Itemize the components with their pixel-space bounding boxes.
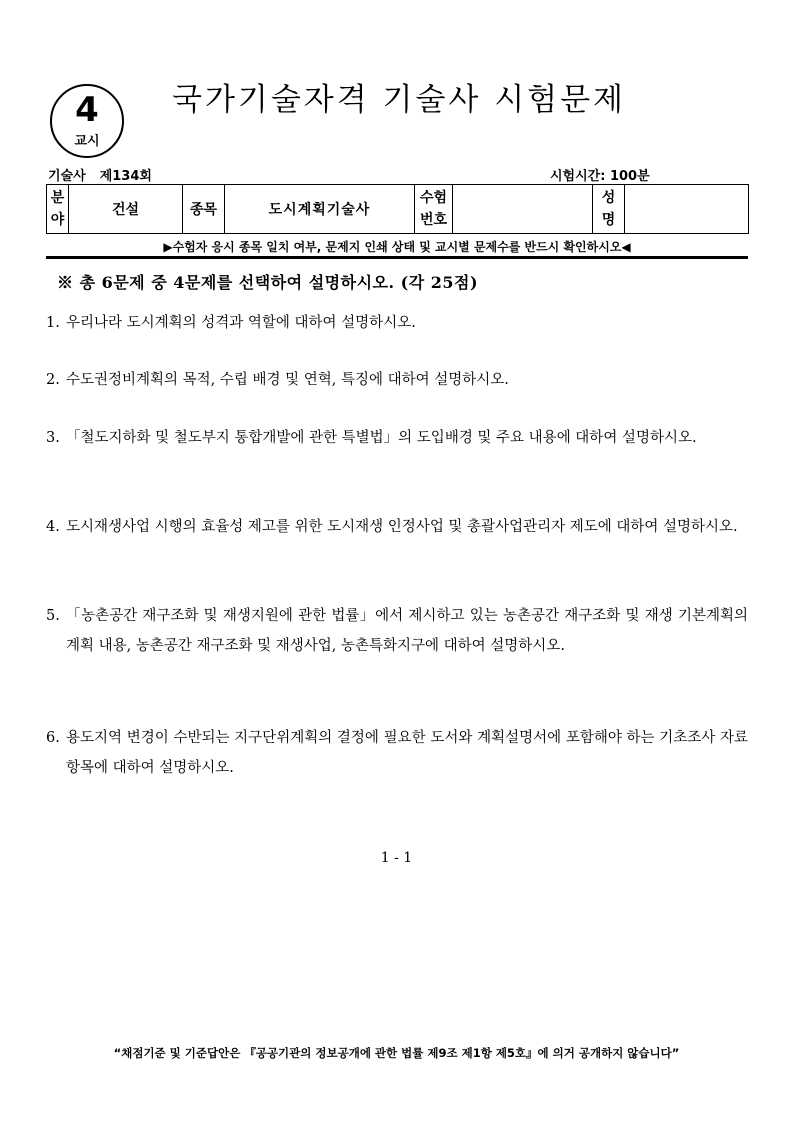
name-label-cell	[593, 185, 625, 234]
exam-meta	[48, 165, 152, 184]
candidate-id-field[interactable]	[453, 185, 593, 234]
question-number: 3.	[46, 430, 60, 446]
question-1	[46, 308, 748, 338]
instruction-text: ※ 총 6문제 중 4문제를 선택하여 설명하시오. (각 25점)	[57, 273, 479, 292]
id-label-cell	[415, 185, 453, 234]
question-number: 1.	[46, 315, 60, 331]
question-4	[46, 512, 748, 542]
divider	[46, 256, 748, 259]
name-label-line-1: 성	[601, 190, 616, 206]
question-number: 6.	[46, 730, 60, 746]
question-3	[46, 423, 748, 453]
id-label-line-1: 수험	[419, 190, 448, 206]
question-text: 「철도지하화 및 철도부지 통합개발에 관한 특별법」의 도입배경 및 주요 내용에 대하여 설명하시오.	[66, 430, 697, 446]
exam-time: 시험시간: 100분	[550, 169, 650, 184]
subject-label: 종목	[183, 185, 225, 234]
subject-value: 도시계획기술사	[225, 185, 415, 234]
name-label-line-2: 명	[601, 212, 616, 228]
id-label-line-2: 번호	[419, 212, 448, 228]
page-title: 국가기술자격 기술사 시험문제	[172, 82, 627, 118]
exam-type: 기술사	[48, 169, 86, 184]
question-text: 도시재생사업 시행의 효율성 제고를 위한 도시재생 인정사업 및 총괄사업관리자 제도에 대하여 설명하시오.	[66, 519, 738, 535]
field-value: 건설	[69, 185, 183, 234]
question-text: 「농촌공간 재구조화 및 재생지원에 관한 법률」에서 제시하고 있는 농촌공간 재구조화 및 재생 기본계획의 계획 내용, 농촌공간 재구조화 및 재생사업, 농촌특화지구에 대하여 설명하시오.	[66, 608, 748, 654]
notice-banner: ▶수험자 응시 종목 일치 여부, 문제지 인쇄 상태 및 교시별 문제수를 반드시 확인하시오◀	[163, 240, 631, 254]
question-number: 2.	[46, 372, 60, 388]
question-text: 용도지역 변경이 수반되는 지구단위계획의 결정에 필요한 도서와 계획설명서에 포함해야 하는 기초조사 자료 항목에 대하여 설명하시오.	[66, 730, 748, 776]
question-number: 5.	[46, 608, 60, 624]
question-5	[46, 601, 748, 661]
field-label-line-2: 야	[50, 212, 65, 228]
page-number: 1 - 1	[380, 850, 413, 866]
question-2	[46, 365, 748, 395]
question-number: 4.	[46, 519, 60, 535]
candidate-name-field[interactable]	[625, 185, 749, 234]
session-number: 4	[75, 90, 99, 130]
session-badge	[50, 84, 124, 158]
field-label-cell	[47, 185, 69, 234]
field-label-line-1: 분	[50, 190, 65, 206]
candidate-info-table	[46, 184, 749, 234]
footer-disclaimer: “채점기준 및 기준답안은 『공공기관의 정보공개에 관한 법률 제9조 제1항 제5호』에 의거 공개하지 않습니다”	[113, 1046, 680, 1060]
session-label: 교시	[74, 134, 100, 149]
question-text: 수도권정비계획의 목적, 수립 배경 및 연혁, 특징에 대하여 설명하시오.	[66, 372, 509, 388]
question-text: 우리나라 도시계획의 성격과 역할에 대하여 설명하시오.	[66, 315, 416, 331]
question-6	[46, 723, 748, 783]
exam-round: 제134회	[99, 169, 152, 184]
